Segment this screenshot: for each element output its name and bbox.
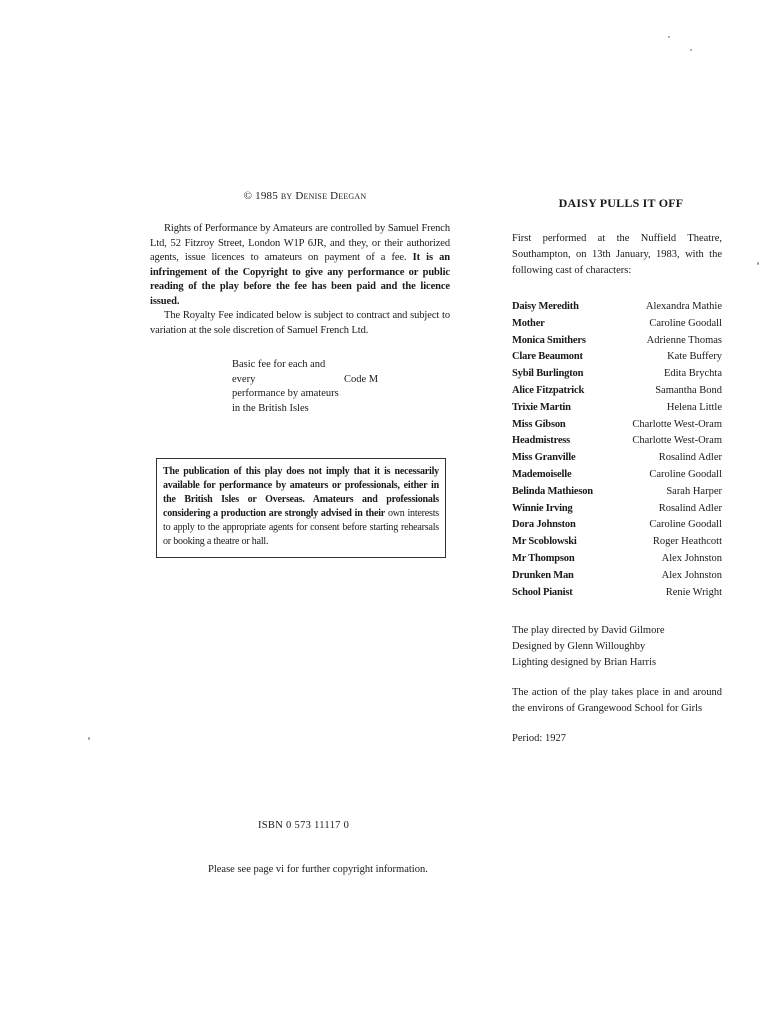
copyright-symbol: © <box>243 190 253 202</box>
credit-line: Lighting designed by Brian Harris <box>512 657 657 669</box>
cast-role: Belinda Mathieson <box>512 485 593 497</box>
see-page-note: Please see page vi for further copyright information. <box>208 864 428 875</box>
cast-actor: Charlotte West-Oram <box>632 418 722 430</box>
credit-line: Designed by Glenn Willoughby <box>512 641 646 653</box>
cast-row <box>512 469 722 486</box>
cast-row <box>512 419 722 436</box>
fee-line: in the British Isles <box>232 402 309 414</box>
cast-actor: Edita Brychta <box>663 368 722 380</box>
cast-actor: Caroline Goodall <box>649 519 722 531</box>
notice-normal-text: own interests to apply to the appropriate agents for consent before starting <box>163 508 439 533</box>
cast-row <box>512 553 722 570</box>
cast-actor: Alex Johnston <box>661 569 722 581</box>
cast-actor: Renie Wright <box>665 586 722 598</box>
cast-role: Miss Gibson <box>512 418 566 430</box>
cast-row <box>512 368 722 385</box>
rights-section <box>150 222 450 338</box>
cast-list <box>512 301 722 603</box>
rights-paragraph <box>150 222 450 309</box>
cast-actor: Rosalind Adler <box>658 452 722 464</box>
cast-row <box>512 519 722 536</box>
left-page <box>150 190 450 416</box>
rights-text: Rights of Performance by Amateurs are controlled by Samuel French Ltd, 52 Fitzroy Street, London W1P 6JR, and they, or their authorized agents, issue licences to amateurs on payment of a fee. <box>150 223 450 263</box>
cast-actor: Caroline Goodall <box>649 317 722 329</box>
cast-role: Mademoiselle <box>512 468 572 480</box>
cast-row <box>512 503 722 520</box>
royalty-paragraph: The Royalty Fee indicated below is subject to contract and subject to variation at the sole discretion of Samuel French Ltd. <box>150 310 450 336</box>
fee-code: Code M <box>344 373 379 385</box>
copyright-year: 1985 by <box>255 190 293 202</box>
cast-role: Trixie Martin <box>512 401 571 413</box>
fee-block <box>232 358 450 416</box>
cast-actor: Samantha Bond <box>655 384 722 396</box>
cast-role: Daisy Meredith <box>512 301 579 312</box>
cast-actor: Kate Buffery <box>667 351 722 363</box>
cast-row <box>512 402 722 419</box>
cast-row <box>512 587 722 604</box>
cast-role: School Pianist <box>512 586 573 598</box>
cast-row <box>512 351 722 368</box>
cast-role: Alice Fitzpatrick <box>512 384 585 396</box>
cast-actor: Alex Johnston <box>661 552 722 564</box>
cast-actor: Rosalind Adler <box>658 502 722 514</box>
cast-row <box>512 452 722 469</box>
play-title: DAISY PULLS IT OFF <box>558 196 684 210</box>
cast-role: Dora Johnston <box>512 519 576 531</box>
cast-actor: Helena Little <box>666 401 722 413</box>
cast-actor: Sarah Harper <box>666 485 722 497</box>
cast-role: Headmistress <box>512 435 571 447</box>
cast-row <box>512 318 722 335</box>
period-text: Period: 1927 <box>512 733 566 745</box>
cast-row <box>512 536 722 553</box>
scan-speck <box>668 36 670 38</box>
cast-role: Mother <box>512 317 545 329</box>
cast-role: Clare Beaumont <box>512 351 583 363</box>
notice-end-text: rehearsals or booking a theatre or hall. <box>163 522 439 547</box>
cast-actor: Caroline Goodall <box>649 468 722 480</box>
cast-row <box>512 301 722 318</box>
cast-actor: Charlotte West-Oram <box>632 435 722 447</box>
credit-line: The play directed by David Gilmore <box>512 625 665 637</box>
cast-row <box>512 570 722 587</box>
cast-role: Sybil Burlington <box>512 368 584 380</box>
cast-role: Drunken Man <box>512 569 574 581</box>
cast-row <box>512 385 722 402</box>
right-page <box>512 196 722 744</box>
scan-speck <box>88 737 90 740</box>
scan-speck <box>757 262 759 265</box>
fee-line: Basic fee for each and every <box>232 359 326 385</box>
cast-row <box>512 335 722 352</box>
publication-notice-box <box>156 458 446 558</box>
cast-role: Mr Thompson <box>512 552 575 564</box>
cast-row <box>512 486 722 503</box>
rights-warning: It is an infringement of the Copyright to give any performance or public reading of the play before the fee has been paid and the licence issued. <box>150 252 450 307</box>
cast-row <box>512 435 722 452</box>
cast-actor: Alexandra Mathie <box>645 301 722 312</box>
fee-line: performance by amateurs <box>232 388 339 399</box>
cast-role: Miss Granville <box>512 452 576 464</box>
production-credits <box>512 623 722 671</box>
cast-role: Mr Scoblowski <box>512 536 577 548</box>
copyright-line <box>160 190 450 202</box>
cast-actor: Adrienne Thomas <box>646 334 722 346</box>
cast-role: Winnie Irving <box>512 502 573 514</box>
scan-speck <box>690 49 692 51</box>
notice-bold-text: The publication of this play does not imply that it is necessarily available for performance by amateurs or professionals, either in the British Isles or Overseas. Amateurs and professionals considering a production are strongly advised in their <box>163 466 439 519</box>
setting-text: The action of the play takes place in and around the environs of Grangewood School for Girls <box>512 687 722 715</box>
isbn: ISBN 0 573 11117 0 <box>258 820 350 831</box>
cast-actor: Roger Heathcott <box>652 536 722 548</box>
cast-role: Monica Smithers <box>512 334 586 346</box>
copyright-author: Denise Deegan <box>295 190 367 202</box>
premiere-text: First performed at the Nuffield Theatre, Southampton, on 13th January, 1983, with the following cast of characters: <box>512 233 722 276</box>
